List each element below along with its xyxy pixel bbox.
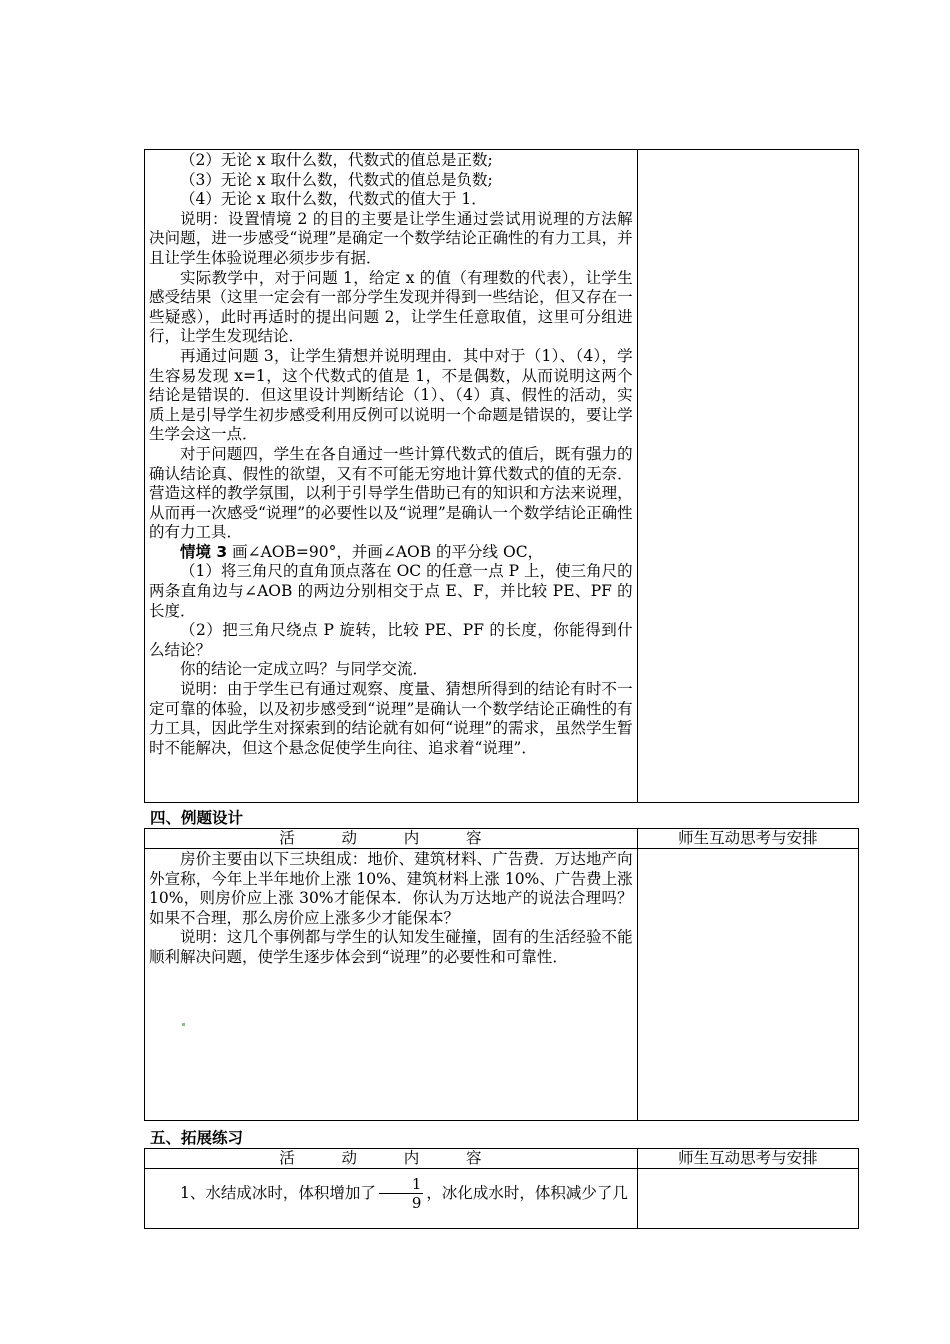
section4-notes-cell: [637, 849, 858, 1121]
paragraph: （2）无论 x 取什么数，代数式的值总是正数;: [180, 151, 493, 169]
section4-header-right: 师生互动思考与安排: [637, 829, 858, 849]
section5-title: 五、拓展练习: [150, 1129, 244, 1147]
paragraph: 你的结论一定成立吗？与同学交流．: [180, 660, 429, 679]
paragraph: （1）将三角尺的直角顶点落在 OC 的任意一点 P 上，使三角尺的两条直角边与∠AOB 的两边分别相交于点 E、F，并比较 PE、PF 的长度．: [149, 562, 633, 620]
paragraph: 说明：由于学生已有通过观察、度量、猜想所得到的结论有时不一定可靠的体验，以及初步感受到“说理”是确认一个数学结论正确性的有力工具，因此学生对探索到的结论就有如何“说理”的需求，虽然学生暂时不能解决，但这个悬念促使学生向往、追求着“说理”．: [149, 680, 633, 757]
section5-header-left: 活 动 内 容: [145, 1149, 638, 1169]
stray-mark: [182, 1023, 185, 1026]
situation3-text: 画∠AOB=90°，并画∠AOB 的平分线 OC，: [227, 542, 544, 561]
section5-header-right: 师生互动思考与安排: [637, 1149, 858, 1169]
paragraph: 对于问题四，学生在各自通过一些计算代数式的值后，既有强力的确认结论真、假性的欲望，又有不可能无穷地计算代数式的值的无奈．营造这样的教学氛围，以利于引导学生借助已有的知识和方法来说理，从而再一次感受“说理”的必要性以及“说理”是确认一个数学结论正确性的有力工具．: [149, 444, 633, 542]
section4-header-left: 活 动 内 容: [145, 829, 638, 849]
situation3-label: 情境 3: [180, 542, 228, 561]
fraction-one-ninth: $\frac{1}{9}$: [379, 1177, 424, 1211]
section5-content-cell: [145, 1169, 638, 1229]
section3-notes-cell: [637, 150, 858, 803]
paragraph: （2）把三角尺绕点 P 旋转，比较 PE、PF 的长度，你能得到什么结论？: [149, 621, 633, 659]
section4-table: [144, 828, 859, 1121]
paragraph: （3）无论 x 取什么数，代数式的值总是负数;: [180, 170, 493, 189]
section3-table: [144, 149, 859, 803]
section4-title: 四、例题设计: [150, 809, 244, 827]
section3-content-cell: [145, 150, 638, 803]
section5-notes-cell: [637, 1169, 858, 1229]
paragraph: 实际教学中，对于问题 1，给定 x 的值（有理数的代表），让学生感受结果（这里一定会有一部分学生发现并得到一些结论，但又存在一些疑惑），此时再适时的提出问题 2，让学生任意取值，这里可分组进行，让学生发现结论．: [149, 268, 633, 346]
section5-table: [144, 1148, 859, 1229]
situation3-paragraph: [149, 543, 633, 563]
paragraph: 说明：这几个事例都与学生的认知发生碰撞，固有的生活经验不能顺利解决问题，使学生逐步体会到“说理”的必要性和可靠性．: [149, 928, 633, 966]
paragraph: （4）无论 x 取什么数，代数式的值大于 1．: [180, 190, 487, 209]
paragraph: 再通过问题 3，让学生猜想并说明理由．其中对于（1）、（4），学生容易发现 x=1，这个代数式的值是 1，不是偶数，从而说明这两个结论是错误的．但这里设计判断结论（1）、（4）真、假性的活动，实质上是引导学生初步感受利用反例可以说明一个命题是错误的，要让学生学会这一点．: [149, 346, 633, 444]
paragraph: 说明：设置情境 2 的目的主要是让学生通过尝试用说理的方法解决问题，进一步感受“说理”是确定一个数学结论正确性的有力工具，并且让学生体验说理必须步步有据．: [149, 209, 633, 267]
exercise-1: 1、水结成冰时，体积增加了 $\frac{1}{9}$ ，冰化成水时，体积减少了几: [180, 1175, 628, 1212]
section4-content-cell: [145, 849, 638, 1121]
paragraph: 房价主要由以下三块组成：地价、建筑材料、广告费．万达地产向外宣称，今年上半年地价上涨 10%、建筑材料上涨 10%、广告费上涨 10%，则房价应上涨 30%才能保本．你认为万达地产的说法合理吗？如果不合理，那么房价应上涨多少才能保本？: [149, 850, 633, 927]
